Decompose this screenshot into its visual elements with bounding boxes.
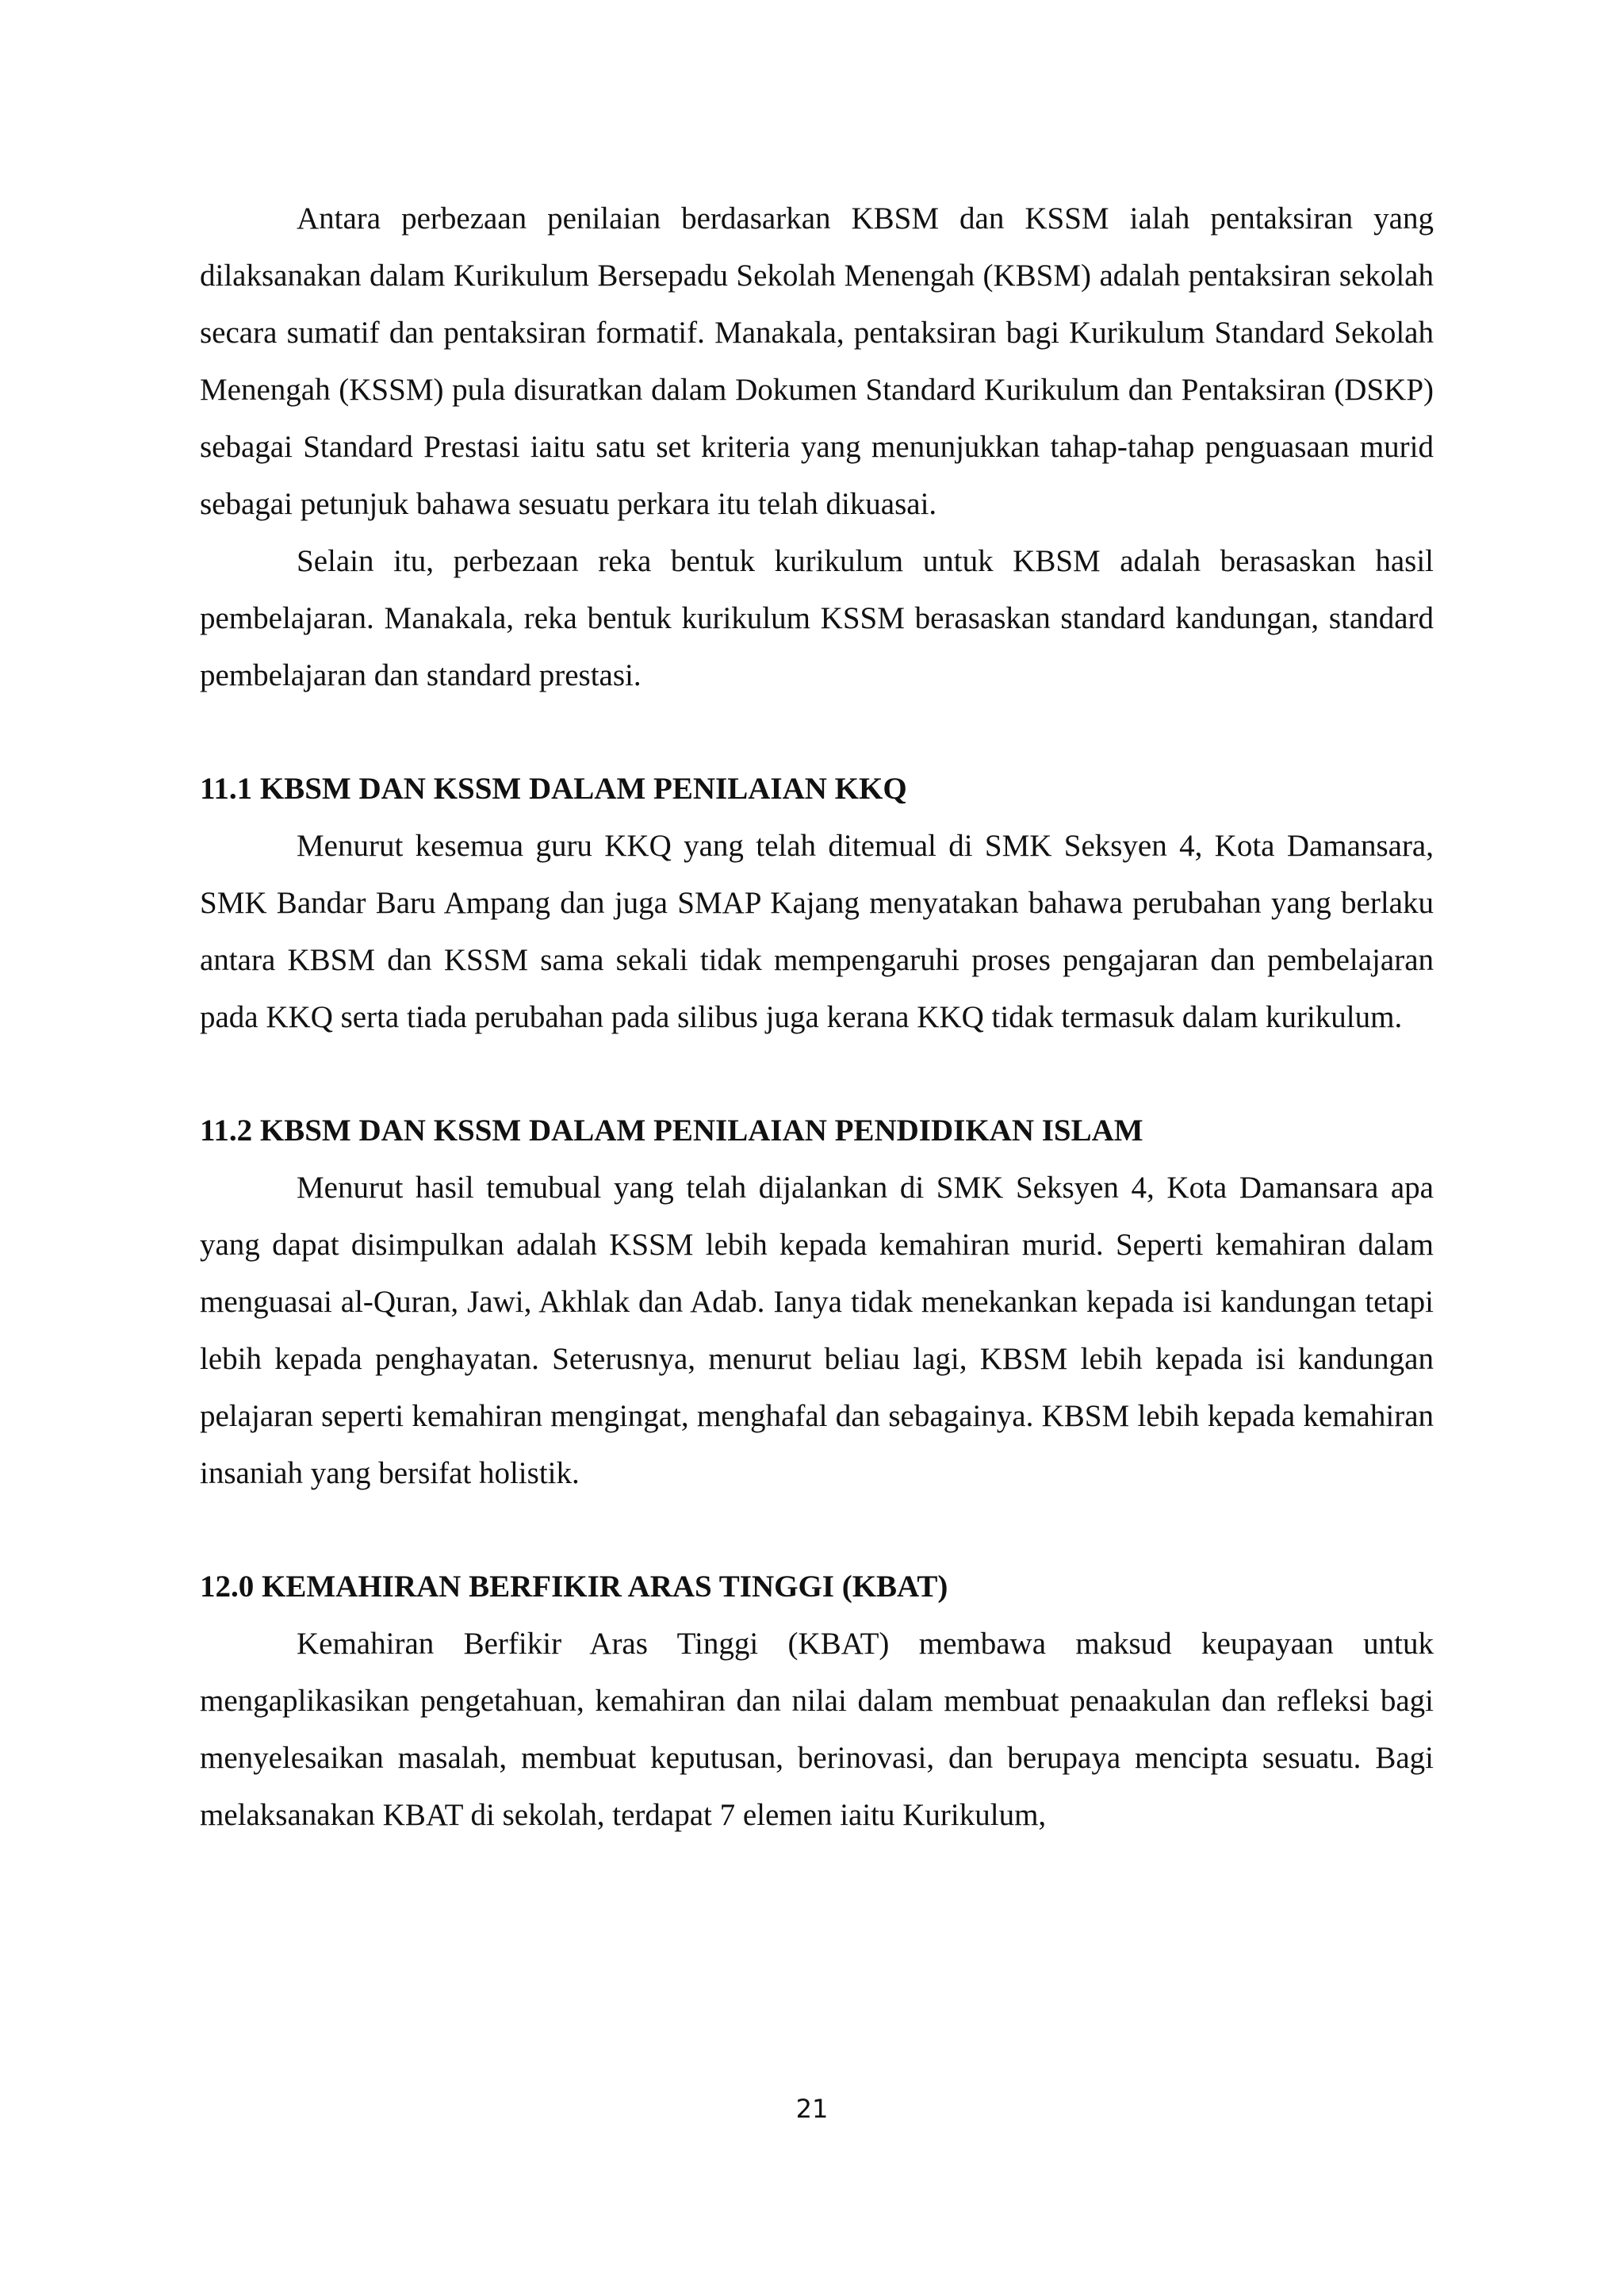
section-paragraph-11-2: Menurut hasil temubual yang telah dijalankan di SMK Seksyen 4, Kota Damansara apa yang dapat disimpulkan adalah KSSM lebih kepada kemahiran murid. Seperti kemahiran dalam menguasai al-Quran, Jawi, Akhlak dan Adab. Ianya tidak menekankan kepada isi kandungan tetapi lebih kepada penghayatan. Seterusnya, menurut beliau lagi, KBSM lebih kepada isi kandungan pelajaran seperti kemahiran mengingat, menghafal dan sebagainya. KBSM lebih kepada kemahiran insaniah yang bersifat holistik. (200, 1171, 1434, 1490)
intro-paragraph-2: Selain itu, perbezaan reka bentuk kurikulum untuk KBSM adalah berasaskan hasil pembelajaran. Manakala, reka bentuk kurikulum KSSM berasaskan standard kandungan, standard pembelajaran dan standard prestasi. (200, 544, 1434, 692)
section-gap (200, 1502, 1434, 1558)
document-page (200, 190, 1434, 1844)
section-heading-11-2: 11.2 KBSM DAN KSSM DALAM PENILAIAN PENDIDIKAN ISLAM (200, 1114, 1143, 1148)
section-heading-11-1: 11.1 KBSM DAN KSSM DALAM PENILAIAN KKQ (200, 772, 907, 806)
section-paragraph-12-0: Kemahiran Berfikir Aras Tinggi (KBAT) membawa maksud keupayaan untuk mengaplikasikan pengetahuan, kemahiran dan nilai dalam membuat penaakulan dan refleksi bagi menyelesaikan masalah, membuat keputusan, berinovasi, dan berupaya mencipta sesuatu. Bagi melaksanakan KBAT di sekolah, terdapat 7 elemen iaitu Kurikulum, (200, 1627, 1434, 1832)
intro-paragraph-1: Antara perbezaan penilaian berdasarkan KBSM dan KSSM ialah pentaksiran yang dilaksanakan dalam Kurikulum Bersepadu Sekolah Menengah (KBSM) adalah pentaksiran sekolah secara sumatif dan pentaksiran formatif. Manakala, pentaksiran bagi Kurikulum Standard Sekolah Menengah (KSSM) pula disuratkan dalam Dokumen Standard Kurikulum dan Pentaksiran (DSKP) sebagai Standard Prestasi iaitu satu set kriteria yang menunjukkan tahap-tahap penguasaan murid sebagai petunjuk bahawa sesuatu perkara itu telah dikuasai. (200, 201, 1434, 521)
page-number: 21 (795, 2094, 829, 2124)
section-paragraph-11-1: Menurut kesemua guru KKQ yang telah ditemual di SMK Seksyen 4, Kota Damansara, SMK Bandar Baru Ampang dan juga SMAP Kajang menyatakan bahawa perubahan yang berlaku antara KBSM dan KSSM sama sekali tidak mempengaruhi proses pengajaran dan pembelajaran pada KKQ serta tiada perubahan pada silibus juga kerana KKQ tidak termasuk dalam kurikulum. (200, 829, 1434, 1034)
section-gap (200, 704, 1434, 761)
section-gap (200, 1046, 1434, 1102)
section-heading-12-0: 12.0 KEMAHIRAN BERFIKIR ARAS TINGGI (KBAT) (200, 1570, 948, 1604)
